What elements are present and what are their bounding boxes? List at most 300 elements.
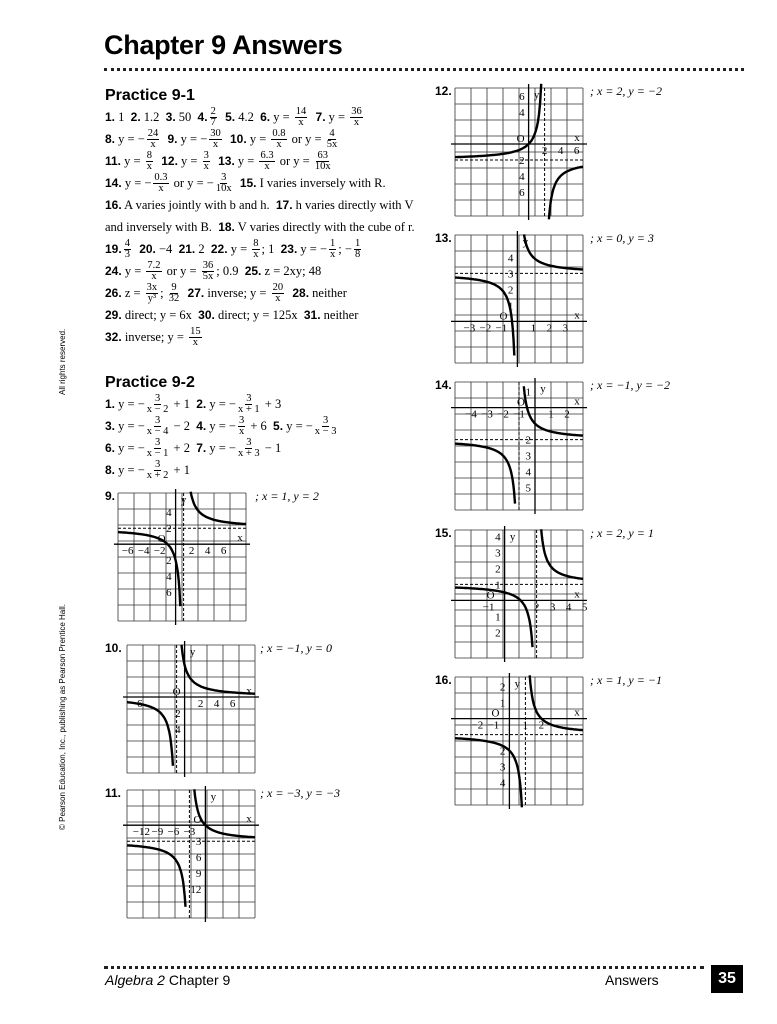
- denominator: x: [151, 270, 157, 282]
- y-axis-label: y: [540, 383, 546, 395]
- graph-number: 14.: [435, 378, 452, 392]
- y-tick-label: 4: [525, 466, 531, 479]
- answer-text: direct; y = 6x: [121, 307, 199, 322]
- origin-label: O: [499, 310, 508, 323]
- problem-number: 6.: [105, 441, 116, 455]
- answer-text: neither: [309, 285, 347, 300]
- denominator: x: [150, 138, 156, 150]
- denominator: 3: [124, 248, 130, 260]
- fraction: [295, 107, 308, 128]
- x-tick-label: −12: [132, 826, 151, 839]
- answer-text: + 2: [170, 440, 197, 455]
- hyperbola-branch: [455, 444, 515, 504]
- answer-text: y = −: [283, 418, 313, 433]
- problem-number: 16.: [105, 198, 122, 212]
- x-axis-label: x: [246, 685, 252, 697]
- answer-text: y = −: [206, 396, 236, 411]
- answer-text: z = 2xy; 48: [261, 263, 322, 278]
- origin-label: O: [517, 396, 525, 409]
- problem-number: 21.: [178, 242, 196, 256]
- origin-label: O: [157, 533, 166, 546]
- denominator: 5x: [202, 270, 214, 282]
- answer-text: direct; y = 125x: [214, 307, 304, 322]
- answer-text: A varies jointly with b and h.: [121, 197, 276, 212]
- answer-line: [105, 415, 435, 437]
- fraction: [147, 416, 169, 437]
- x-axis-label: x: [574, 132, 580, 144]
- problem-number: 26.: [105, 286, 122, 300]
- answer-text: 2: [195, 241, 211, 256]
- x-tick-label: −1: [482, 601, 495, 614]
- answer-text: 50: [175, 109, 198, 124]
- y-tick-label: 1: [495, 579, 501, 592]
- numerator: 3: [154, 392, 161, 404]
- answer-text: ; 0.9: [216, 263, 245, 278]
- y-tick-label: 1: [499, 697, 506, 710]
- y-tick-label: 3: [499, 761, 506, 774]
- fraction: [146, 283, 159, 304]
- answer-text: y = −: [115, 131, 145, 146]
- problem-number: 6.: [260, 110, 271, 124]
- x-tick-label: 4: [204, 545, 211, 558]
- answer-text: y =: [227, 241, 251, 256]
- y-tick-label: 1: [495, 611, 501, 624]
- x-tick-label: 4: [565, 601, 572, 614]
- fraction: [147, 129, 160, 150]
- y-tick-label: 4: [519, 107, 525, 119]
- numerator: 36: [202, 259, 214, 271]
- numerator: 1: [330, 237, 336, 249]
- graph-asymptotes: ; x = 2, y = 1: [590, 526, 654, 540]
- graph: [127, 645, 255, 773]
- denominator: 10x: [215, 182, 232, 194]
- graph-number: 15.: [435, 526, 452, 540]
- x-axis-label: x: [574, 706, 580, 719]
- numerator: 3: [221, 171, 227, 183]
- answer-text: ; −: [338, 241, 352, 256]
- x-tick-label: −6: [121, 545, 134, 558]
- graph-asymptotes: ; x = 0, y = 3: [590, 231, 654, 245]
- graph: [127, 790, 255, 918]
- denominator: x − 3: [314, 425, 337, 437]
- x-tick-label: −1: [495, 322, 508, 335]
- answer-text: 1: [115, 109, 131, 124]
- x-tick-label: 2: [538, 719, 545, 732]
- x-tick-label: 2: [533, 601, 540, 614]
- y-tick-label: 4: [166, 507, 172, 520]
- graph-number: 13.: [435, 231, 452, 245]
- footer-chapter: Chapter 9: [168, 972, 231, 988]
- answer-text: h varies directly with V: [292, 197, 414, 212]
- graph-asymptotes: ; x = 1, y = 2: [255, 489, 319, 503]
- y-tick-label: 3: [195, 836, 202, 849]
- graph: [118, 493, 246, 621]
- answer-text: y = −: [177, 131, 208, 146]
- numerator: 30: [210, 127, 221, 139]
- y-tick-label: 4: [166, 571, 172, 584]
- answer-line: [105, 106, 435, 128]
- answer-line: [105, 128, 435, 150]
- x-tick-label: 6: [229, 698, 236, 710]
- numerator: 4: [329, 127, 335, 139]
- denominator: x: [158, 182, 164, 194]
- fraction: [327, 129, 338, 150]
- answer-text: y =: [270, 109, 293, 124]
- y-axis-label: y: [180, 494, 187, 506]
- numerator: 3: [154, 458, 161, 470]
- x-tick-label: 4: [213, 698, 220, 710]
- numerator: 36: [351, 105, 362, 117]
- answer-line: [105, 194, 435, 216]
- problem-number: 19.: [105, 242, 122, 256]
- problem-number: 31.: [303, 308, 321, 322]
- answer-text: y = −: [115, 440, 145, 455]
- answer-text: − 1: [261, 440, 282, 455]
- x-tick-label: −3: [183, 826, 196, 839]
- x-tick-label: 2: [188, 545, 195, 558]
- y-tick-label: 1: [525, 386, 531, 399]
- denominator: x: [238, 425, 245, 437]
- x-tick-label: −3: [463, 322, 476, 335]
- answer-text: + 1: [170, 462, 190, 477]
- numerator: 15: [190, 325, 201, 337]
- answer-text: y =: [246, 131, 270, 146]
- x-tick-label: 6: [573, 145, 580, 157]
- x-tick-label: 6: [220, 545, 227, 558]
- answer-text: or y =: [288, 131, 325, 146]
- answer-text: or y =: [276, 153, 313, 168]
- y-tick-label: 2: [495, 563, 501, 576]
- numerator: 0.3: [154, 171, 168, 183]
- problem-number: 7.: [315, 110, 326, 124]
- page-title: Chapter 9 Answers: [104, 30, 343, 60]
- problem-number: 24.: [105, 264, 122, 278]
- denominator: 10x: [314, 160, 331, 172]
- answer-text: y =: [121, 153, 144, 168]
- answer-text: y = −: [206, 440, 236, 455]
- y-axis-label: y: [210, 791, 217, 803]
- x-axis-label: x: [574, 395, 580, 408]
- fraction: [146, 151, 153, 172]
- answer-text: y = −: [115, 418, 145, 433]
- answer-text: inverse; y =: [204, 285, 270, 300]
- x-axis-label: x: [237, 532, 243, 545]
- x-tick-label: −3: [481, 408, 493, 421]
- answer-line: [105, 326, 435, 348]
- origin-label: O: [172, 686, 181, 698]
- x-axis-label: x: [246, 813, 252, 826]
- hyperbola-branch: [524, 234, 583, 269]
- answer-text: neither: [320, 307, 359, 322]
- y-tick-label: 1: [507, 300, 514, 313]
- x-tick-label: −1: [513, 408, 525, 421]
- footer-section: Answers: [605, 972, 659, 988]
- problem-number: 5.: [225, 110, 236, 124]
- fraction: [271, 129, 286, 150]
- problem-number: 17.: [275, 198, 293, 212]
- fraction: [252, 239, 259, 260]
- fraction: [272, 283, 285, 304]
- numerator: 3: [238, 414, 245, 426]
- fraction: [238, 438, 260, 459]
- x-axis-label: x: [574, 309, 580, 322]
- graph: [455, 88, 583, 216]
- answer-text: ; 1: [261, 241, 281, 256]
- y-axis-label: y: [522, 236, 529, 248]
- x-tick-label: −2: [479, 322, 492, 335]
- numerator: 4: [124, 237, 130, 249]
- answer-text: and inversely with B.: [105, 219, 219, 234]
- numerator: 2: [210, 105, 216, 117]
- problem-number: 29.: [105, 308, 122, 322]
- fraction: [238, 416, 245, 437]
- answer-line: [105, 459, 435, 481]
- graph: [455, 677, 583, 805]
- origin-label: O: [516, 133, 525, 145]
- fraction: [189, 327, 202, 348]
- y-tick-label: 2: [166, 555, 172, 568]
- denominator: 7: [210, 116, 216, 128]
- x-tick-label: −6: [167, 826, 180, 839]
- denominator: x − 4: [146, 425, 169, 437]
- x-tick-label: −9: [151, 826, 164, 839]
- numerator: 3: [246, 392, 252, 404]
- fraction: [153, 173, 168, 194]
- fraction: [315, 151, 331, 172]
- numerator: 3: [246, 436, 252, 448]
- answer-line: [105, 260, 435, 282]
- y-tick-label: 2: [499, 681, 506, 694]
- hyperbola-branch: [549, 167, 583, 220]
- x-tick-label: 1: [522, 719, 529, 732]
- fraction: [216, 173, 232, 194]
- problem-number: 18.: [218, 220, 235, 234]
- y-tick-label: 5: [525, 482, 531, 495]
- answer-text: y =: [325, 109, 349, 124]
- footer-divider: [104, 966, 704, 969]
- problem-number: 8.: [105, 132, 116, 146]
- x-tick-label: −1: [487, 719, 500, 732]
- fraction: [350, 107, 363, 128]
- numerator: 3: [323, 414, 329, 426]
- denominator: x: [146, 160, 152, 172]
- answer-text: + 3: [261, 396, 282, 411]
- x-tick-label: −6: [130, 698, 143, 710]
- x-tick-label: −2: [471, 719, 484, 732]
- answer-line: [105, 216, 435, 238]
- problem-number: 2.: [130, 110, 141, 124]
- practice-9-1-heading: Practice 9-1: [105, 87, 195, 104]
- answer-text: V varies directly with the cube of r.: [234, 219, 415, 234]
- answer-text: y = −: [297, 241, 328, 256]
- fraction: [169, 283, 180, 304]
- numerator: 3: [203, 149, 209, 161]
- problem-number: 8.: [105, 463, 116, 477]
- hyperbola-branch: [541, 529, 583, 579]
- answer-text: y =: [177, 153, 201, 168]
- denominator: x: [298, 116, 304, 128]
- denominator: 8: [354, 248, 361, 260]
- denominator: x − 1: [146, 447, 169, 459]
- problem-number: 3.: [105, 419, 116, 433]
- problem-number: 2.: [196, 397, 207, 411]
- numerator: 24: [147, 127, 159, 139]
- denominator: x: [192, 336, 198, 348]
- answer-line: [105, 304, 435, 326]
- numerator: 9: [171, 281, 177, 293]
- answer-text: or y =: [163, 263, 200, 278]
- x-tick-label: 3: [549, 601, 556, 614]
- answer-text: + 1: [170, 396, 197, 411]
- y-tick-label: 2: [166, 523, 172, 536]
- fraction: [146, 261, 161, 282]
- y-tick-label: 4: [175, 724, 181, 736]
- y-tick-label: 2: [519, 155, 525, 167]
- y-tick-label: 4: [499, 777, 506, 790]
- numerator: 6.3: [260, 149, 274, 161]
- y-tick-label: 4: [507, 252, 514, 265]
- answer-text: z =: [121, 285, 144, 300]
- hyperbola-branch: [127, 845, 186, 907]
- answer-line: [105, 282, 435, 304]
- answer-text: y =: [234, 153, 258, 168]
- y-tick-label: 6: [195, 852, 202, 865]
- x-axis-label: x: [574, 588, 580, 601]
- y-tick-label: 2: [495, 627, 501, 640]
- graph-number: 9.: [105, 489, 116, 503]
- problem-number: 20.: [139, 242, 156, 256]
- answer-text: inverse; y =: [121, 329, 188, 344]
- x-tick-label: 2: [546, 322, 553, 335]
- x-tick-label: 1: [530, 322, 537, 335]
- footer-book-title: Algebra 2: [105, 972, 165, 988]
- graph-number: 16.: [435, 673, 452, 687]
- y-tick-label: 2: [525, 434, 531, 447]
- fraction: [147, 460, 169, 481]
- graph: [455, 530, 588, 658]
- hyperbola-branch: [191, 492, 246, 524]
- numerator: 0.8: [272, 127, 286, 139]
- practice-9-2-heading: Practice 9-2: [105, 374, 195, 391]
- y-axis-label: y: [189, 646, 196, 658]
- denominator: y³: [147, 292, 157, 304]
- denominator: x: [275, 292, 281, 304]
- problem-number: 4.: [197, 110, 208, 124]
- denominator: x: [264, 160, 270, 172]
- problem-number: 4.: [196, 419, 207, 433]
- problem-number: 25.: [244, 264, 262, 278]
- problem-number: 9.: [167, 132, 178, 146]
- title-divider: [104, 68, 744, 71]
- graph-asymptotes: ; x = 1, y = −1: [590, 673, 662, 687]
- fraction: [259, 151, 274, 172]
- footer-book: [105, 972, 230, 988]
- answer-text: y = −: [121, 175, 152, 190]
- rights-text: All rights reserved.: [58, 328, 67, 395]
- numerator: 63: [317, 149, 328, 161]
- x-tick-label: −2: [497, 408, 509, 421]
- problem-number: 5.: [273, 419, 284, 433]
- y-tick-label: 2: [499, 745, 506, 758]
- fraction: [203, 151, 210, 172]
- y-tick-label: 4: [495, 531, 501, 544]
- y-tick-label: 3: [507, 268, 514, 281]
- fraction: [210, 107, 217, 128]
- y-tick-label: 3: [525, 450, 531, 463]
- denominator: x − 2: [146, 403, 169, 415]
- answer-text: y = −: [206, 418, 236, 433]
- answer-text: + 6: [247, 418, 274, 433]
- denominator: x + 1: [237, 403, 260, 415]
- answer-text: ;: [160, 285, 167, 300]
- fraction: [147, 438, 169, 459]
- numerator: 20: [272, 281, 284, 293]
- answer-text: y =: [121, 263, 145, 278]
- answer-line: [105, 437, 435, 459]
- x-tick-label: −4: [137, 545, 150, 558]
- problem-number: 11.: [105, 154, 122, 168]
- y-axis-label: y: [509, 531, 516, 543]
- denominator: 32: [168, 292, 180, 304]
- problem-number: 7.: [196, 441, 207, 455]
- y-tick-label: 3: [495, 547, 501, 560]
- fraction: [124, 239, 131, 260]
- denominator: x: [212, 138, 219, 150]
- origin-label: O: [486, 589, 495, 602]
- y-tick-label: 6: [166, 587, 172, 600]
- fraction: [354, 239, 361, 260]
- fraction: [209, 129, 222, 150]
- fraction: [329, 239, 336, 260]
- numerator: 1: [354, 237, 361, 249]
- problem-number: 10.: [230, 132, 247, 146]
- origin-label: O: [491, 707, 500, 720]
- numerator: 7.2: [147, 259, 161, 271]
- answer-line: [105, 150, 435, 172]
- fraction: [147, 394, 169, 415]
- y-tick-label: 12: [190, 884, 202, 897]
- x-tick-label: 2: [564, 408, 570, 421]
- answer-line: [105, 238, 435, 260]
- x-tick-label: 5: [581, 601, 588, 614]
- answer-line: [105, 393, 435, 415]
- x-tick-label: −4: [465, 408, 477, 421]
- problem-number: 22.: [210, 242, 228, 256]
- x-tick-label: 2: [541, 145, 548, 157]
- problem-number: 30.: [198, 308, 215, 322]
- y-tick-label: 2: [507, 284, 514, 297]
- graph-asymptotes: ; x = −1, y = −2: [590, 378, 671, 392]
- x-tick-label: 3: [562, 322, 569, 335]
- denominator: x: [203, 160, 209, 172]
- graph-number: 10.: [105, 641, 122, 655]
- answer-text: or y = −: [170, 175, 214, 190]
- y-axis-label: y: [514, 678, 521, 690]
- graph-number: 12.: [435, 84, 452, 98]
- numerator: 3x: [146, 281, 158, 293]
- numerator: 3: [154, 414, 161, 426]
- graph-asymptotes: ; x = 2, y = −2: [590, 84, 662, 98]
- problem-number: 13.: [218, 154, 235, 168]
- problem-number: 1.: [105, 397, 116, 411]
- copyright-text: © Pearson Education, Inc., publishing as Pearson Prentice Hall.: [58, 603, 67, 830]
- hyperbola-branch: [127, 702, 173, 766]
- problem-number: 3.: [165, 110, 176, 124]
- answer-text: 1.2: [140, 109, 166, 124]
- denominator: x: [353, 116, 360, 128]
- problem-number: 23.: [280, 242, 298, 256]
- y-tick-label: 4: [519, 171, 525, 183]
